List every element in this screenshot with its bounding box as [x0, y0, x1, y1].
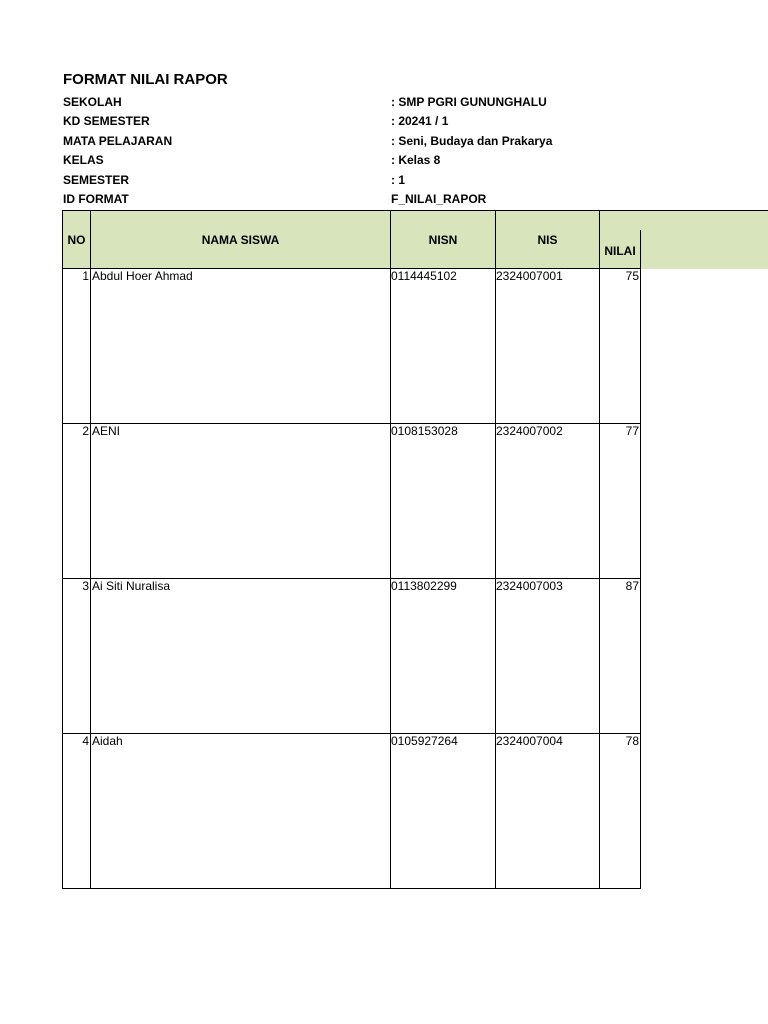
row-4-no: 4: [62, 734, 91, 889]
row-4-nis: 2324007004: [496, 734, 600, 889]
header-nilai-group: [600, 210, 768, 231]
row-2-nisn: 0108153028: [391, 424, 496, 579]
page-title: FORMAT NILAI RAPOR: [63, 71, 228, 88]
meta-label-kd-semester: KD SEMESTER: [63, 114, 150, 128]
meta-value-semester: : 1: [391, 173, 406, 187]
row-1-nisn: 0114445102: [391, 269, 496, 424]
row-1-no: 1: [62, 269, 91, 424]
meta-label-mata-pelajaran: MATA PELAJARAN: [63, 134, 173, 148]
row-3-nilai: 87: [600, 579, 641, 734]
header-nilai: NILAI: [600, 230, 641, 269]
meta-value-kd-semester: : 20241 / 1: [391, 114, 449, 128]
header-nisn: NISN: [391, 210, 496, 269]
meta-value-mata-pelajaran: : Seni, Budaya dan Prakarya: [391, 134, 553, 148]
row-3-nisn: 0113802299: [391, 579, 496, 734]
header-nis: NIS: [496, 210, 600, 269]
row-3-nis: 2324007003: [496, 579, 600, 734]
row-2-nilai: 77: [600, 424, 641, 579]
header-nama-siswa: NAMA SISWA: [91, 210, 391, 269]
row-3-no: 3: [62, 579, 91, 734]
meta-value-kelas: : Kelas 8: [391, 153, 441, 167]
row-4-nisn: 0105927264: [391, 734, 496, 889]
meta-value-sekolah: : SMP PGRI GUNUNGHALU: [391, 95, 547, 109]
meta-value-id-format: F_NILAI_RAPOR: [391, 192, 487, 206]
row-2-nama: AENI: [91, 424, 391, 579]
row-4-nilai: 78: [600, 734, 641, 889]
row-2-no: 2: [62, 424, 91, 579]
meta-label-id-format: ID FORMAT: [63, 192, 129, 206]
meta-label-kelas: KELAS: [63, 153, 104, 167]
meta-label-sekolah: SEKOLAH: [63, 95, 122, 109]
row-1-nis: 2324007001: [496, 269, 600, 424]
meta-label-semester: SEMESTER: [63, 173, 130, 187]
row-3-nama: Ai Siti Nuralisa: [91, 579, 391, 734]
row-1-nilai: 75: [600, 269, 641, 424]
row-2-nis: 2324007002: [496, 424, 600, 579]
row-4-nama: Aidah: [91, 734, 391, 889]
header-fill-extension: [641, 230, 768, 269]
header-no: NO: [62, 210, 91, 269]
row-1-nama: Abdul Hoer Ahmad: [91, 269, 391, 424]
